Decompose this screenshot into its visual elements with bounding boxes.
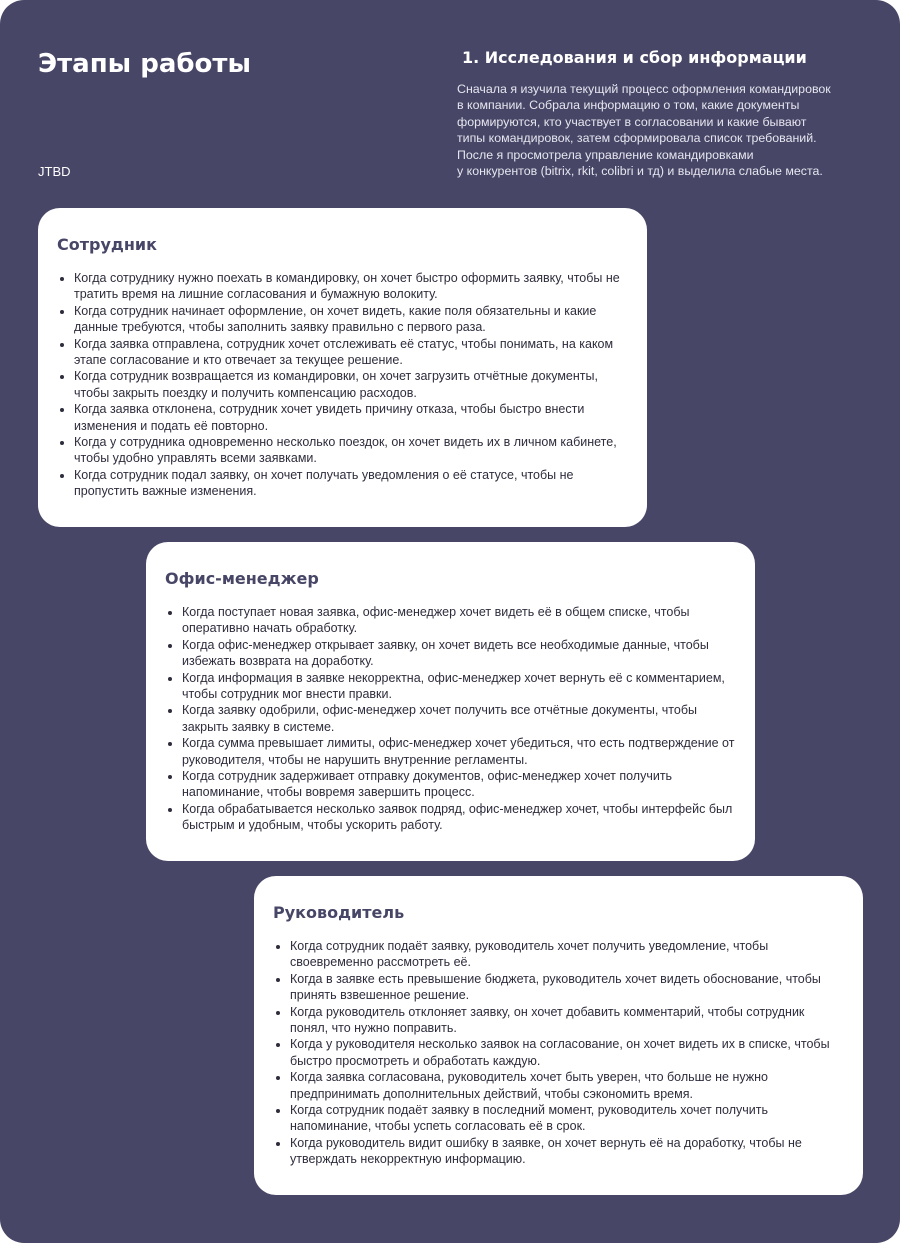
job-story-item: • Когда заявку одобрили, офис-менеджер хочет получить все отчётные документы, чтобы закрыть заявку в системе.: [182, 702, 737, 735]
job-story-item: • Когда руководитель отклоняет заявку, он хочет добавить комментарий, чтобы сотрудник понял, что нужно поправить.: [290, 1004, 845, 1037]
job-story-item: • Когда заявка отправлена, сотрудник хочет отслеживать её статус, чтобы понимать, на каком этапе согласование и кто отвечает за текущее решение.: [74, 336, 629, 369]
card-employee: [38, 208, 647, 527]
page-title: Этапы работы: [38, 49, 251, 79]
research-description: [457, 81, 867, 179]
card-office-manager: [146, 542, 755, 861]
job-story-item: • Когда офис-менеджер открывает заявку, он хочет видеть все необходимые данные, чтобы избежать возврата на доработку.: [182, 637, 737, 670]
job-story-item: • Когда поступает новая заявка, офис-менеджер хочет видеть её в общем списке, чтобы оперативно начать обработку.: [182, 604, 737, 637]
job-story-item: • Когда сотрудник возвращается из командировки, он хочет загрузить отчётные документы, чтобы закрыть поездку и получить компенсацию расходов.: [74, 368, 629, 401]
research-line: у конкурентов (bitrix, rkit, colibri и тд) и выделила слабые места.: [457, 164, 823, 179]
card-title: Сотрудник: [57, 235, 157, 254]
job-story-item: • Когда в заявке есть превышение бюджета, руководитель хочет видеть обоснование, чтобы принять взвешенное решение.: [290, 971, 845, 1004]
job-story-item: • Когда заявка согласована, руководитель хочет быть уверен, что больше не нужно предпринимать дополнительных действий, чтобы сэкономить время.: [290, 1069, 845, 1102]
job-story-item: • Когда сотрудник подаёт заявку, руководитель хочет получить уведомление, чтобы своевременно рассмотреть её.: [290, 938, 845, 971]
research-line: формируются, кто участвует в согласовании и какие бывают: [457, 114, 807, 129]
job-story-item: • Когда руководитель видит ошибку в заявке, он хочет вернуть её на доработку, чтобы не утверждать некорректную информацию.: [290, 1135, 845, 1168]
job-story-list: [165, 604, 737, 834]
research-line: После я просмотрела управление командировками: [457, 147, 754, 162]
research-line: типы командировок, затем сформировала список требований.: [457, 131, 817, 146]
job-story-item: • Когда сумма превышает лимиты, офис-менеджер хочет убедиться, что есть подтверждение от руководителя, чтобы не нарушить внутренние регламенты.: [182, 735, 737, 768]
card-title: Руководитель: [273, 903, 405, 922]
research-line: Сначала я изучила текущий процесс оформления командировок: [457, 82, 831, 96]
job-story-item: • Когда информация в заявке некорректна, офис-менеджер хочет вернуть её с комментарием, чтобы сотрудник мог внести правки.: [182, 670, 737, 703]
card-manager: [254, 876, 863, 1195]
job-story-list: [273, 938, 845, 1168]
job-story-item: • Когда обрабатывается несколько заявок подряд, офис-менеджер хочет, чтобы интерфейс был быстрым и удобным, чтобы ускорить работу.: [182, 801, 737, 834]
research-section: [457, 46, 867, 179]
card-title: Офис-менеджер: [165, 569, 319, 588]
research-title: 1. Исследования и сбор информации: [462, 48, 807, 67]
job-story-item: • Когда сотрудник начинает оформление, он хочет видеть, какие поля обязательны и какие данные требуются, чтобы заполнить заявку правильно с первого раза.: [74, 303, 629, 336]
jtbd-label: JTBD: [38, 164, 71, 179]
job-story-item: • Когда у руководителя несколько заявок на согласование, он хочет видеть их в списке, чтобы быстро просмотреть и обработать каждую.: [290, 1036, 845, 1069]
job-story-item: • Когда заявка отклонена, сотрудник хочет увидеть причину отказа, чтобы быстро внести изменения и подать её повторно.: [74, 401, 629, 434]
job-story-item: • Когда у сотрудника одновременно несколько поездок, он хочет видеть их в личном кабинете, чтобы удобно управлять всеми заявками.: [74, 434, 629, 467]
job-story-item: • Когда сотруднику нужно поехать в командировку, он хочет быстро оформить заявку, чтобы не тратить время на лишние согласования и бумажную волокиту.: [74, 270, 629, 303]
job-story-item: • Когда сотрудник подал заявку, он хочет получать уведомления о её статусе, чтобы не пропустить важные изменения.: [74, 467, 629, 500]
job-story-item: • Когда сотрудник задерживает отправку документов, офис-менеджер хочет получить напоминание, чтобы вовремя завершить процесс.: [182, 768, 737, 801]
research-line: в компании. Собрала информацию о том, какие документы: [457, 98, 800, 113]
job-story-item: • Когда сотрудник подаёт заявку в последний момент, руководитель хочет получить напоминание, чтобы успеть согласовать её в срок.: [290, 1102, 845, 1135]
job-story-list: [57, 270, 629, 500]
